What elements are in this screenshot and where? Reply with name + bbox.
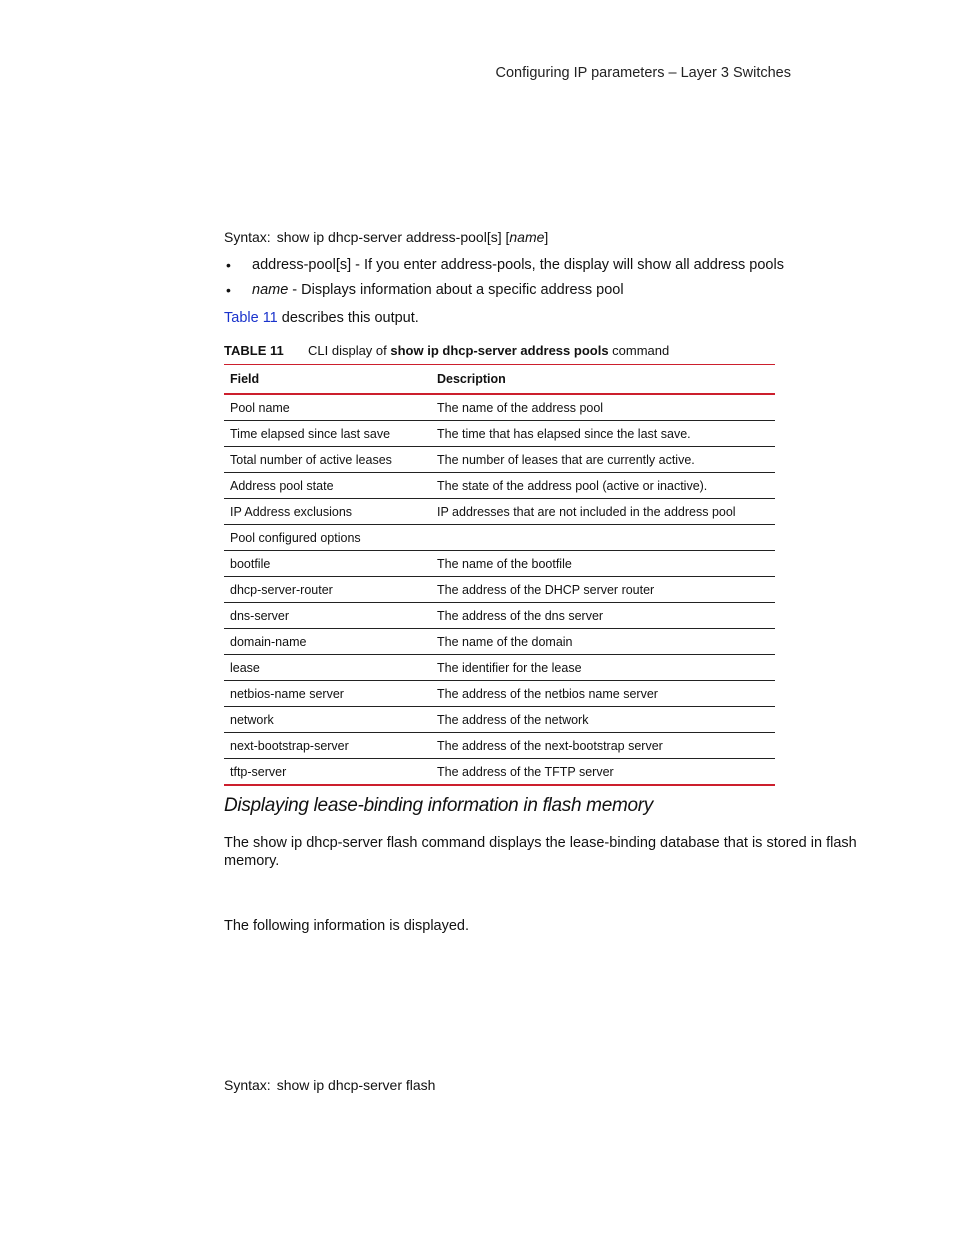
- syntax-command-text: show ip dhcp-server address-pool: [276, 229, 487, 245]
- section-paragraph: [224, 834, 874, 870]
- field-cell: tftp-server: [230, 764, 287, 779]
- field-cell: Time elapsed since last save: [224, 421, 431, 447]
- param-description: - If you enter address-pools, the display will show all address pools: [351, 257, 784, 273]
- column-header-description: Description: [431, 365, 775, 395]
- paragraph-text: command displays the lease-binding database that is stored in flash memory.: [224, 835, 857, 869]
- description-cell: The name of the bootfile: [431, 551, 775, 577]
- syntax-option: s: [490, 229, 498, 245]
- syntax-command: [277, 229, 549, 245]
- syntax-command: show ip dhcp-server flash: [276, 1077, 436, 1093]
- running-header: Configuring IP parameters – Layer 3 Switches: [495, 65, 791, 81]
- syntax-param: name: [509, 229, 545, 245]
- table-row: [224, 603, 775, 629]
- syntax-bracket: ]: [544, 229, 549, 245]
- bullet-icon: •: [226, 282, 231, 298]
- description-cell: The name of the address pool: [431, 394, 775, 421]
- table-caption: [224, 343, 669, 358]
- cli-display-table: [224, 364, 775, 786]
- description-cell: The address of the network: [431, 707, 775, 733]
- table-row: [224, 525, 775, 551]
- description-cell: The identifier for the lease: [431, 655, 775, 681]
- column-header-field: Field: [224, 365, 431, 395]
- table-body: [224, 394, 775, 785]
- list-item: [224, 256, 784, 281]
- field-cell: domain-name: [224, 629, 431, 655]
- description-cell: The time that has elapsed since the last save.: [431, 421, 775, 447]
- field-cell: next-bootstrap-server: [224, 733, 431, 759]
- inline-command: show ip dhcp-server flash: [253, 835, 418, 851]
- description-cell: The address of the TFTP server: [437, 764, 614, 779]
- table-row: [224, 551, 775, 577]
- table-reference: [224, 309, 419, 327]
- param-term-text: address-pool: [252, 257, 336, 273]
- param-term: [252, 257, 351, 273]
- field-cell: Pool name: [224, 394, 431, 421]
- field-cell: bootfile: [224, 551, 431, 577]
- syntax-bracket: ] [: [497, 229, 510, 245]
- table-header-row: [224, 365, 775, 395]
- info-paragraph: The following information is displayed.: [224, 918, 470, 934]
- table-reference-text: describes this output.: [277, 310, 419, 326]
- field-cell: Pool configured options: [224, 525, 431, 551]
- param-description: - Displays information about a specific address pool: [288, 282, 624, 298]
- param-bracket: [: [335, 257, 340, 273]
- table-row: [224, 473, 775, 499]
- description-cell: The address of the next-bootstrap server: [431, 733, 775, 759]
- field-cell: Total number of active leases: [224, 447, 431, 473]
- description-cell: The address of the dns server: [431, 603, 775, 629]
- table-row: [224, 707, 775, 733]
- caption-text: CLI display of: [308, 343, 391, 358]
- table-link[interactable]: Table 11: [224, 310, 278, 326]
- table-row: [224, 681, 775, 707]
- syntax-label: Syntax:: [224, 1077, 271, 1093]
- table-row: [224, 394, 775, 421]
- syntax-bracket: [: [486, 229, 491, 245]
- description-cell: The name of the domain: [431, 629, 775, 655]
- table-row: [224, 577, 775, 603]
- table-number: TABLE 11: [224, 343, 284, 358]
- table-row: [224, 447, 775, 473]
- section-heading: Displaying lease-binding information in flash memory: [224, 795, 653, 816]
- caption-command: show ip dhcp-server address pools: [390, 343, 609, 358]
- description-cell: [431, 525, 775, 551]
- parameter-list: [224, 256, 784, 306]
- description-cell: IP addresses that are not included in the address pool: [431, 499, 775, 525]
- field-cell: network: [224, 707, 431, 733]
- field-cell: IP Address exclusions: [224, 499, 431, 525]
- list-item: [224, 281, 784, 306]
- param-term: name: [252, 282, 289, 298]
- field-cell: dns-server: [224, 603, 431, 629]
- param-option: s: [339, 257, 348, 273]
- field-cell: dhcp-server-router: [224, 577, 431, 603]
- field-cell: Address pool state: [224, 473, 431, 499]
- caption-text: command: [608, 343, 670, 358]
- syntax-label: Syntax:: [224, 229, 271, 245]
- table-row: [224, 421, 775, 447]
- table-row: [224, 629, 775, 655]
- syntax-flash: [224, 1077, 435, 1093]
- paragraph-text: The: [224, 835, 254, 851]
- field-cell: netbios-name server: [224, 681, 431, 707]
- param-bracket: ]: [347, 257, 352, 273]
- description-cell: The address of the netbios name server: [431, 681, 775, 707]
- table-row: [224, 733, 775, 759]
- description-cell: The number of leases that are currently active.: [431, 447, 775, 473]
- description-cell: The address of the DHCP server router: [431, 577, 775, 603]
- bullet-icon: •: [226, 257, 231, 273]
- field-cell: lease: [224, 655, 431, 681]
- table-row: [224, 759, 775, 786]
- table-row: [224, 655, 775, 681]
- description-cell: The state of the address pool (active or inactive).: [431, 473, 775, 499]
- table-row: [224, 499, 775, 525]
- syntax-address-pool: [224, 229, 548, 245]
